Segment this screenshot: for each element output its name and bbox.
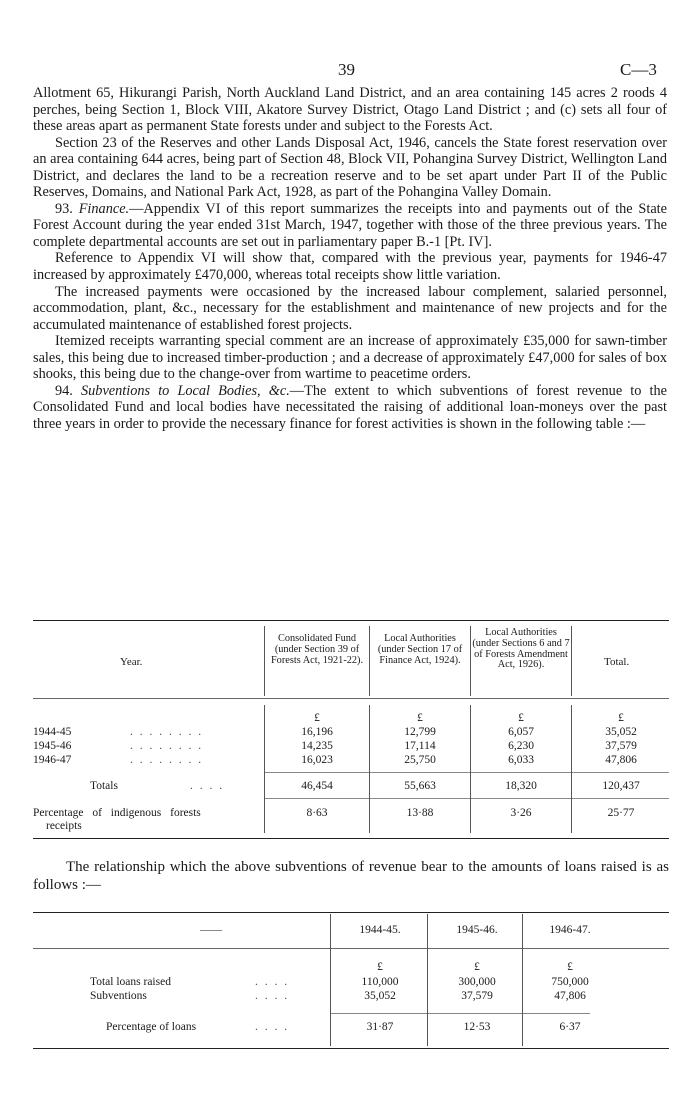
table2-row-1945: 300,000	[458, 976, 496, 988]
table1-vline-3	[470, 626, 471, 696]
table2-percentage-dots: . . . .	[255, 1021, 290, 1033]
paragraph-reference: Reference to Appendix VI will show that, compared with the previous year, payments for 1946-47 increased by approximately £470,000, whereas total receipts show little variation.	[33, 250, 667, 284]
table1-row-local-amend: 6,230	[508, 740, 534, 752]
section-93-text: Appendix VI of this report summarizes the receipts into and payments out of the State Forest Account during the year ended 31st March, 1947, together with those of the three previous years. The complete departmental accounts are set out in parliamentary paper B.-1 [Pt. IV].	[33, 200, 667, 250]
table1-row-year: 1946-47	[33, 754, 72, 766]
table1-currency-2: £	[417, 712, 423, 724]
table1-totals-local: 55,663	[404, 780, 436, 792]
table1-header-local-amend: Local Authorities (under Sections 6 and 7 of Forests Amendment Act, 1926).	[472, 627, 570, 671]
section-94-number: 94.	[55, 382, 73, 399]
table1-vline-1b	[264, 705, 265, 833]
table1-top-rule	[33, 620, 669, 621]
table1-row-local-amend: 6,033	[508, 754, 534, 766]
table1-row-year: 1944-45	[33, 726, 72, 738]
table1-row-consolidated: 16,196	[301, 726, 333, 738]
table1-totals-rule-2	[264, 798, 669, 799]
table1-totals-total: 120,437	[602, 780, 640, 792]
relationship-text: The relationship which the above subventions of revenue bear to the amounts of loans raised is as follows :—	[33, 859, 669, 893]
table1-bottom-rule	[33, 838, 669, 839]
paragraph-itemized: Itemized receipts warranting special comment are an increase of approximately £35,000 for sawn-timber sales, this being due to increased timber-production ; and a decrease of approximately £47,000 for sales of box shooks, this being due to the change-over from wartime to peacetime orders.	[33, 333, 667, 383]
table2-row-label: Subventions	[90, 990, 147, 1002]
table2-bottom-rule	[33, 1048, 669, 1049]
table1-percentage-label: Percentage of indigenous forests	[33, 807, 201, 819]
table2-currency-2: £	[474, 961, 480, 973]
section-93-number: 93.	[55, 200, 73, 217]
table1-totals-local-amend: 18,320	[505, 780, 537, 792]
table2-percentage-1945: 12·53	[463, 1021, 491, 1033]
section-93-title: Finance.	[78, 200, 130, 217]
page-number: 39	[338, 60, 355, 79]
section-94-dash: —	[289, 382, 305, 399]
section-94-title: Subventions to Local Bodies, &c.	[81, 382, 290, 399]
table1-percentage-label-2: receipts	[46, 820, 82, 832]
table2-percentage-1946: 6·37	[559, 1021, 581, 1033]
table1-percentage-consolidated: 8·63	[306, 807, 328, 819]
section-93-dash: —	[129, 200, 144, 217]
table2-row-1944: 110,000	[361, 976, 399, 988]
table2-header-1946: 1946-47.	[549, 924, 591, 936]
table1-percentage-total: 25·77	[607, 807, 635, 819]
table1-header-consolidated: Consolidated Fund (under Section 39 of Forests Act, 1921-22).	[270, 633, 364, 666]
table1-vline-2	[369, 626, 370, 696]
table1-currency-3: £	[518, 712, 524, 724]
table2-row-1946: 750,000	[551, 976, 589, 988]
table1-currency-1: £	[314, 712, 320, 724]
table2-percentage-1944: 31·87	[366, 1021, 394, 1033]
paragraph-payments: The increased payments were occasioned by the increased labour complement, salaried personnel, accommodation, plant, &c., necessary for the establishment and maintenance of new projects and for the accumulated maintenance of established forest projects.	[33, 283, 667, 333]
table1-totals-consolidated: 46,454	[301, 780, 333, 792]
table2-percentage-rule	[330, 1013, 590, 1014]
table2-row-1946: 47,806	[554, 990, 586, 1002]
table2-currency-3: £	[567, 961, 573, 973]
table1-totals-dots: . . . .	[190, 780, 225, 792]
body-text	[33, 85, 667, 432]
paragraph-93	[33, 201, 667, 251]
table1-percentage-local: 13·88	[406, 807, 434, 819]
paragraph-94	[33, 383, 667, 433]
table1-header-total: Total.	[604, 656, 630, 668]
table1-totals-label: Totals	[90, 780, 118, 792]
table1-row-year: 1945-46	[33, 740, 72, 752]
table1-row-consolidated: 16,023	[301, 754, 333, 766]
table1-row-total: 37,579	[605, 740, 637, 752]
page-code: C—3	[620, 60, 657, 79]
table2-header-1944: 1944-45.	[359, 924, 401, 936]
table1-row-local-amend: 6,057	[508, 726, 534, 738]
table1-row-consolidated: 14,235	[301, 740, 333, 752]
paragraph-section-23: Section 23 of the Reserves and other Lands Disposal Act, 1946, cancels the State forest reservation over an area containing 644 acres, being part of Section 48, Block VII, Pohangina Survey District, Wellington Land District, and declares the land to be a recreation reserve and to be set apart under Part II of the Public Reserves, Domains, and National Park Act, 1928, as part of the Pohangina Valley Domain.	[33, 134, 667, 201]
paragraph-allotment: Allotment 65, Hikurangi Parish, North Auckland Land District, and an area containing 145 acres 2 roods 4 perches, being Section 1, Block VIII, Akatore Survey District, Otago Land District ; and (c) sets all four of these areas apart as permanent State forests under and subject to the Forests Act.	[33, 85, 667, 135]
table1-row-dots: . . . . . . . .	[130, 754, 204, 766]
table1-row-dots: . . . . . . . .	[130, 726, 204, 738]
table1-row-local: 17,114	[404, 740, 436, 752]
table1-header-rule	[33, 698, 669, 699]
table1-header-year: Year.	[120, 656, 143, 668]
table2-row-dots: . . . .	[255, 976, 290, 988]
table1-percentage-local-amend: 3·26	[510, 807, 532, 819]
table1-vline-4	[571, 626, 572, 696]
table2-header-rule	[33, 948, 669, 949]
table1-header-local: Local Authorities (under Section 17 of Finance Act, 1924).	[377, 633, 463, 666]
table2-row-dots: . . . .	[255, 990, 290, 1002]
table1-row-local: 12,799	[404, 726, 436, 738]
table2-row-label: Total loans raised	[90, 976, 171, 988]
table1-currency-4: £	[618, 712, 624, 724]
table2-header-1945: 1945-46.	[456, 924, 498, 936]
table1-vline-1	[264, 626, 265, 696]
table2-row-1944: 35,052	[364, 990, 396, 1002]
table2-percentage-label: Percentage of loans	[106, 1021, 197, 1033]
table1-row-total: 47,806	[605, 754, 637, 766]
table1-row-dots: . . . . . . . .	[130, 740, 204, 752]
relationship-paragraph	[33, 858, 669, 894]
table2-top-rule	[33, 912, 669, 913]
table1-row-local: 25,750	[404, 754, 436, 766]
section-94-text: The extent to which subventions of forest revenue to the Consolidated Fund and local bodies have necessitated the raising of additional loan-moneys over the past three years in order to provide the necessary finance for forest activities is shown in the following table :—	[33, 382, 667, 432]
table2-corner: ——	[200, 924, 222, 936]
table2-row-1945: 37,579	[461, 990, 493, 1002]
table1-row-total: 35,052	[605, 726, 637, 738]
table1-totals-rule	[264, 772, 669, 773]
table2-currency-1: £	[377, 961, 383, 973]
